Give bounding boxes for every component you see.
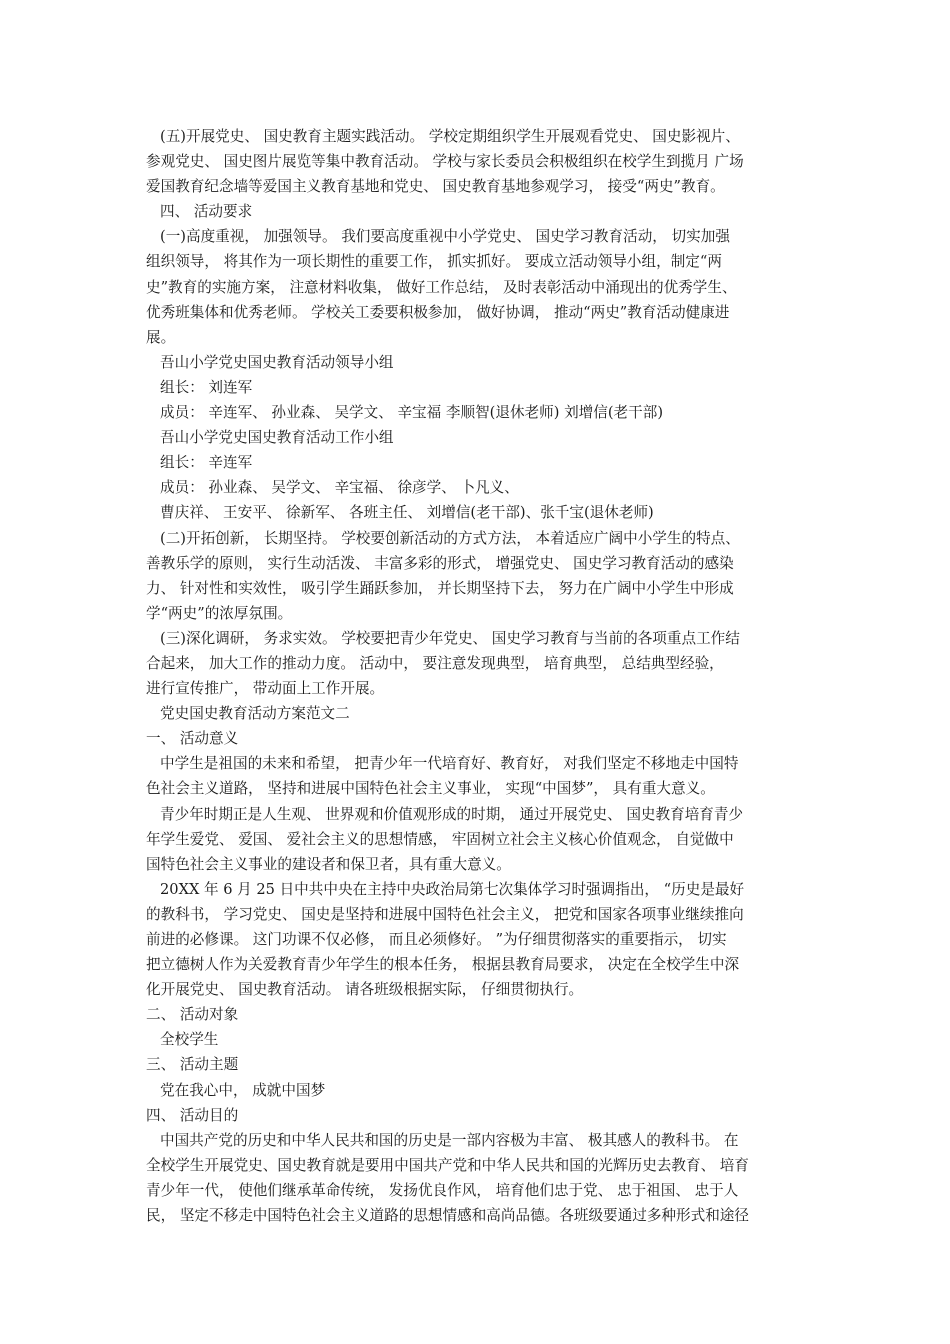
text-line: 力、 针对性和实效性， 吸引学生踊跃参加， 并长期坚持下去， 努力在广阔中小学生中形成 [146, 579, 734, 597]
text-line: 全校学生 [160, 1031, 219, 1049]
text-line: 全校学生开展党史、国史教育就是要用中国共产党和中华人民共和国的光辉历史去教育、 培育 [146, 1156, 749, 1174]
text-line: 成员： 孙业森、 吴学文、 辛宝福、 徐彦学、 卜凡义、 [160, 479, 519, 497]
text-line: (五)开展党史、 国史教育主题实践活动。 学校定期组织学生开展观看党史、 国史影视片、 [160, 128, 740, 145]
text-line: 吾山小学党史国史教育活动领导小组 [160, 353, 394, 371]
text-line: 组长： 刘连军 [160, 378, 253, 396]
text-line: 民， 坚定不移走中国特色社会主义道路的思想情感和高尚品德。各班级要通过多种形式和途径 [146, 1207, 749, 1225]
text-line: 青少年一代， 使他们继承革命传统， 发扬优良作风， 培育他们忠于党、 忠于祖国、 忠于人 [146, 1181, 739, 1199]
text-line: 参观党史、 国史图片展览等集中教育活动。 学校与家长委员会积极组织在校学生到揽月 广场 [146, 153, 744, 171]
document-body [146, 124, 806, 1228]
text-line: 四、 活动要求 [160, 203, 253, 221]
text-line: 20XX 年 6 月 25 日中共中央在主持中央政治局第七次集体学习时强调指出， “历史是最好 [160, 880, 745, 898]
text-line: 四、 活动目的 [146, 1106, 239, 1124]
text-line: 爱国教育纪念墙等爱国主义教育基地和党史、 国史教育基地参观学习， 接受“两史”教育。 [146, 178, 725, 196]
text-line: 的教科书， 学习党史、 国史是坚持和进展中国特色社会主义， 把党和国家各项事业继续推向 [146, 905, 744, 923]
text-line: 党史国史教育活动方案范文二 [160, 705, 350, 723]
text-line: 中国共产党的历史和中华人民共和国的历史是一部内容极为丰富、 极其感人的教科书。 在 [160, 1131, 739, 1149]
text-line: 党在我心中， 成就中国梦 [160, 1081, 326, 1099]
text-line: 吾山小学党史国史教育活动工作小组 [160, 429, 394, 447]
text-line: 展。 [146, 328, 176, 346]
text-line: 进行宣传推广， 带动面上工作开展。 [146, 680, 385, 698]
text-line: 国特色社会主义事业的建设者和保卫者，具有重大意义。 [146, 855, 511, 873]
text-line: 二、 活动对象 [146, 1006, 239, 1024]
text-line: 色社会主义道路， 坚持和进展中国特色社会主义事业， 实现“中国梦”， 具有重大意义。 [146, 780, 715, 798]
text-line: 前进的必修课。 这门功课不仅必修， 而且必须修好。 ”为仔细贯彻落实的重要指示， 切实 [146, 931, 727, 948]
text-line: 优秀班集体和优秀老师。 学校关工委要积极参加， 做好协调， 推动“两史”教育活动健康进 [146, 303, 730, 321]
text-line: 三、 活动主题 [146, 1056, 239, 1074]
text-line: 合起来， 加大工作的推动力度。 活动中， 要注意发现典型， 培育典型， 总结典型经验， [146, 654, 724, 672]
text-line: 组织领导， 将其作为一项长期性的重要工作， 抓实抓好。 要成立活动领导小组，制定“两 [146, 253, 722, 271]
text-line: (一)高度重视， 加强领导。 我们要高度重视中小学党史、 国史学习教育活动， 切实加强 [160, 228, 730, 246]
text-line: 年学生爱党、 爱国、 爱社会主义的思想情感， 牢固树立社会主义核心价值观念， 自觉做中 [146, 830, 734, 848]
text-line: 学“两史”的浓厚氛围。 [146, 604, 293, 622]
text-line: 中学生是祖国的未来和希望， 把青少年一代培育好、教育好， 对我们坚定不移地走中国特 [160, 755, 739, 773]
text-line: (二)开拓创新， 长期坚持。 学校要创新活动的方式方法， 本着适应广阔中小学生的特点、 [160, 529, 740, 547]
text-line: 一、 活动意义 [146, 730, 239, 748]
text-line: 曹庆祥、 王安平、 徐新军、 各班主任、 刘增信(老干部)、张千宝(退休老师) [160, 504, 654, 522]
text-line: 史”教育的实施方案， 注意材料收集， 做好工作总结， 及时表彰活动中涌现出的优秀学生、 [146, 278, 737, 296]
text-line: 把立德树人作为关爱教育青少年学生的根本任务， 根据县教育局要求， 决定在全校学生中深 [146, 956, 740, 974]
text-line: 化开展党史、 国史教育活动。 请各班级根据实际， 仔细贯彻执行。 [146, 981, 584, 999]
text-line: 组长： 辛连军 [160, 454, 253, 472]
text-line: 青少年时期正是人生观、 世界观和价值观形成的时期， 通过开展党史、 国史教育培育青少 [160, 805, 744, 823]
text-line: 善教乐学的原则， 实行生动活泼、 丰富多彩的形式， 增强党史、 国史学习教育活动的感染 [146, 554, 734, 572]
text-line: (三)深化调研， 务求实效。 学校要把青少年党史、 国史学习教育与当前的各项重点工作结 [160, 629, 740, 647]
text-line: 成员： 辛连军、 孙业森、 吴学文、 辛宝福 李顺智(退休老师) 刘增信(老干部) [160, 404, 664, 422]
